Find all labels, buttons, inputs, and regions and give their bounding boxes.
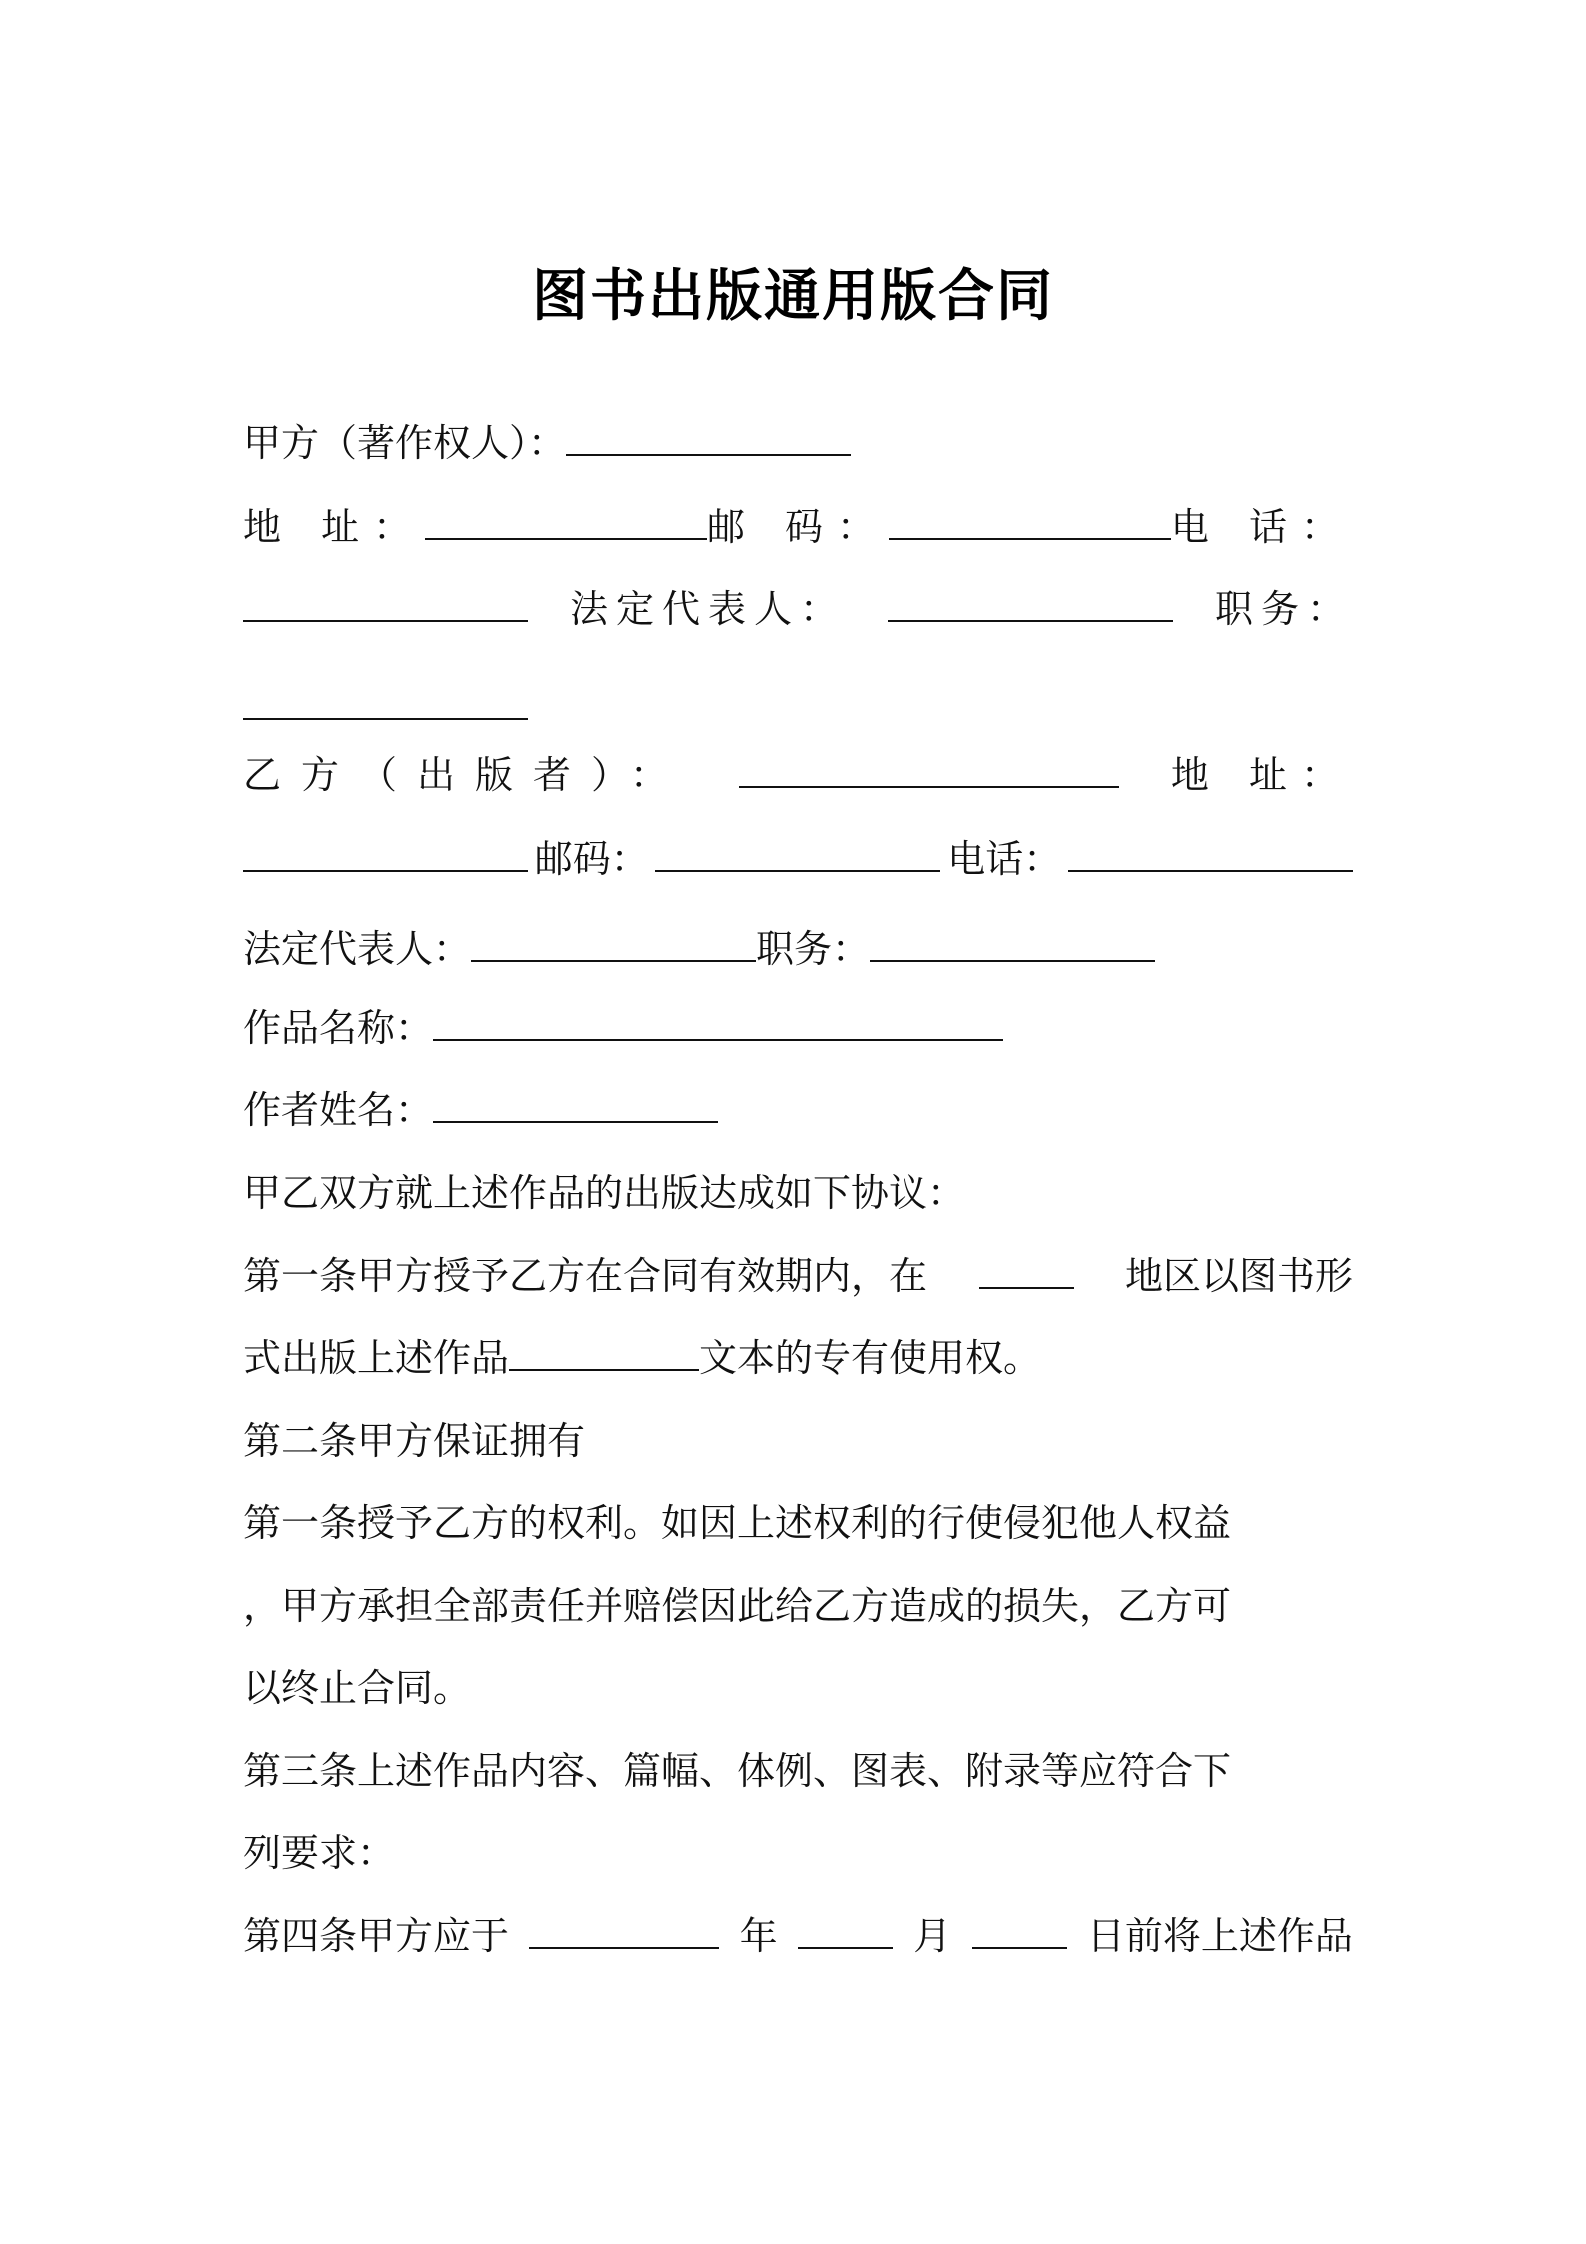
article-2-line-3: ，甲方承担全部责任并赔偿因此给乙方造成的损失，乙方可 xyxy=(243,1584,1232,1628)
party-b-rep-blank[interactable] xyxy=(471,926,756,962)
party-a-rep-label: 法定代表人： xyxy=(569,587,846,631)
party-a-label: 甲方（著作权人）： xyxy=(243,421,567,465)
party-b-line xyxy=(243,750,1353,800)
party-b-position-label: 职务： xyxy=(756,927,871,971)
party-b-postcode-label: 邮码： xyxy=(534,837,649,881)
article-4-part-2: 日前将上述作品 xyxy=(1086,1914,1353,1958)
party-b-position-blank[interactable] xyxy=(870,926,1155,962)
party-a-position-blank[interactable] xyxy=(243,684,528,720)
article-4-year-blank[interactable] xyxy=(529,1913,719,1949)
article-4-line-1 xyxy=(243,1911,1353,1961)
party-b-phone-blank[interactable] xyxy=(1068,836,1353,872)
party-b-rep-label: 法定代表人： xyxy=(243,927,472,971)
party-a-address-blank[interactable] xyxy=(425,504,707,540)
party-a-line xyxy=(243,418,1353,468)
party-a-postcode-blank[interactable] xyxy=(889,504,1171,540)
party-b-address-label: 地 址： xyxy=(1170,753,1353,797)
work-name-blank[interactable] xyxy=(433,1005,1003,1041)
article-1-part-2: 地区以图书形 xyxy=(1124,1254,1353,1298)
article-3-line-2: 列要求： xyxy=(243,1831,396,1875)
party-b-label: 乙方（出版者）： xyxy=(243,753,689,797)
article-1-text-blank[interactable] xyxy=(509,1335,699,1371)
article-1-part-1: 第一条甲方授予乙方在合同有效期内，在 xyxy=(243,1254,928,1298)
party-b-rep-line xyxy=(243,924,1353,974)
article-1-part-4: 文本的专有使用权。 xyxy=(699,1336,1042,1380)
article-1-part-3: 式出版上述作品 xyxy=(243,1336,510,1380)
party-a-phone-blank[interactable] xyxy=(243,586,528,622)
party-a-address-label: 地 址： xyxy=(243,505,426,549)
author-name-label: 作者姓名： xyxy=(243,1088,434,1132)
party-b-postcode-blank[interactable] xyxy=(655,836,940,872)
work-name-line xyxy=(243,1003,1353,1053)
article-1-line-1 xyxy=(243,1251,1353,1301)
party-a-address-line xyxy=(243,502,1353,552)
article-2-line-2: 第一条授予乙方的权利。如因上述权利的行使侵犯他人权益 xyxy=(243,1501,1232,1545)
party-a-blank[interactable] xyxy=(566,420,851,456)
party-a-position-label: 职务： xyxy=(1214,587,1353,631)
party-a-phone-label: 电 话： xyxy=(1170,505,1353,549)
author-name-line xyxy=(243,1085,1353,1135)
article-3-line-1: 第三条上述作品内容、篇幅、体例、图表、附录等应符合下 xyxy=(243,1749,1232,1793)
work-name-label: 作品名称： xyxy=(243,1006,434,1050)
article-1-line-2 xyxy=(243,1333,1353,1383)
party-a-postcode-label: 邮 码： xyxy=(706,505,890,549)
article-4-day-blank[interactable] xyxy=(972,1913,1067,1949)
party-a-rep-blank[interactable] xyxy=(888,586,1173,622)
article-4-year-label: 年 xyxy=(739,1914,778,1958)
article-4-part-1: 第四条甲方应于 xyxy=(243,1914,510,1958)
party-b-postcode-line xyxy=(243,834,1353,884)
document-title: 图书出版通用版合同 xyxy=(532,264,1054,329)
article-2-line-4: 以终止合同。 xyxy=(243,1666,472,1710)
article-2-line-1: 第二条甲方保证拥有 xyxy=(243,1419,586,1463)
party-a-rep-line xyxy=(243,584,1353,634)
article-4-month-blank[interactable] xyxy=(798,1913,893,1949)
party-b-address-blank[interactable] xyxy=(243,836,528,872)
party-a-position-line xyxy=(243,682,1353,732)
author-name-blank[interactable] xyxy=(433,1087,718,1123)
party-b-blank[interactable] xyxy=(739,752,1119,788)
article-1-region-blank[interactable] xyxy=(979,1253,1074,1289)
agreement-intro: 甲乙双方就上述作品的出版达成如下协议： xyxy=(243,1171,966,1215)
article-4-month-label: 月 xyxy=(913,1914,952,1958)
party-b-phone-label: 电话： xyxy=(947,837,1062,881)
